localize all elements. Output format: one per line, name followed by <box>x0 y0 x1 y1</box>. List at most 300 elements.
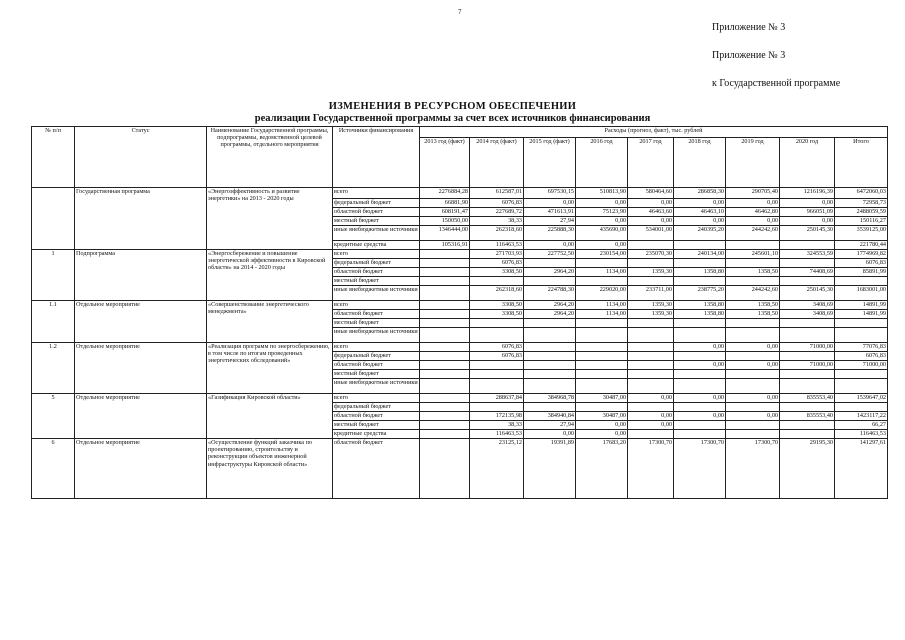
cell-total-value: 1774969,82 <box>835 250 888 259</box>
cell-year-value <box>674 259 726 268</box>
cell-year-value: 0,00 <box>726 343 780 352</box>
col-header-year: 2018 год <box>674 138 726 188</box>
col-header-name: Наименование Государственной программы, подпрограммы, ведомственной целевой программы, отдельного мероприятия <box>207 127 333 188</box>
cell-year-value: 240395,20 <box>674 226 726 241</box>
cell-year-value: 0,00 <box>780 217 835 226</box>
cell-year-value <box>420 343 470 352</box>
cell-year-value: 2964,20 <box>524 268 576 277</box>
col-header-year: 2015 год (факт) <box>524 138 576 188</box>
cell-year-value: 0,00 <box>524 430 576 439</box>
cell-year-value: 224788,30 <box>524 286 576 301</box>
cell-year-value <box>780 430 835 439</box>
cell-total-value: 71000,00 <box>835 361 888 370</box>
cell-year-value: 435690,00 <box>576 226 628 241</box>
cell-year-value: 0,00 <box>628 421 674 430</box>
cell-year-value <box>726 430 780 439</box>
cell-item-name: «Энергоэффективность и развитие энергетики» на 2013 - 2020 годы <box>207 188 333 250</box>
cell-year-value: 46462,80 <box>726 208 780 217</box>
cell-year-value <box>420 277 470 286</box>
cell-year-value <box>576 319 628 328</box>
cell-year-value: 0,00 <box>674 217 726 226</box>
cell-year-value <box>420 403 470 412</box>
cell-year-value: 233711,00 <box>628 286 674 301</box>
cell-year-value <box>726 319 780 328</box>
cell-year-value: 0,00 <box>674 412 726 421</box>
cell-item-name: «Осуществление функций заказчика по проектированию, строительству и реконструкции объектов инженерной инфраструктуры Кировской области» <box>207 439 333 499</box>
cell-item-name: «Энергосбережение и повышение энергетической эффективности в Кировской области» на 2014 - 2020 годы <box>207 250 333 301</box>
cell-year-value: 1358,80 <box>674 301 726 310</box>
cell-year-value: 116463,53 <box>470 430 524 439</box>
cell-year-value <box>628 379 674 394</box>
cell-year-value: 71000,00 <box>780 361 835 370</box>
cell-year-value <box>470 403 524 412</box>
cell-year-value: 0,00 <box>726 361 780 370</box>
cell-year-value <box>470 277 524 286</box>
cell-year-value: 262318,60 <box>470 286 524 301</box>
cell-year-value: 6076,83 <box>470 199 524 208</box>
cell-total-value: 14891,99 <box>835 301 888 310</box>
cell-year-value <box>470 379 524 394</box>
cell-year-value <box>628 277 674 286</box>
cell-year-value <box>780 421 835 430</box>
cell-year-value <box>628 241 674 250</box>
cell-funding-source: областной бюджет <box>333 268 420 277</box>
cell-year-value: 17300,70 <box>674 439 726 499</box>
cell-funding-source: федеральный бюджет <box>333 259 420 268</box>
cell-total-value: 1683001,00 <box>835 286 888 301</box>
col-header-total: Итого <box>835 138 888 188</box>
cell-funding-source: областной бюджет <box>333 439 420 499</box>
cell-item-name: «Совершенствование энергетического менеджмента» <box>207 301 333 343</box>
cell-year-value: 27,94 <box>524 217 576 226</box>
cell-year-value <box>726 259 780 268</box>
cell-year-value: 71000,00 <box>780 343 835 352</box>
cell-year-value: 3308,50 <box>470 268 524 277</box>
cell-year-value <box>524 379 576 394</box>
cell-total-value <box>835 379 888 394</box>
cell-total-value <box>835 403 888 412</box>
cell-year-value <box>726 277 780 286</box>
document-subtitle: реализации Государственной программы за счет всех источников финансирования <box>254 113 651 124</box>
cell-funding-source: областной бюджет <box>333 361 420 370</box>
cell-year-value: 0,00 <box>628 217 674 226</box>
cell-year-value: 0,00 <box>726 217 780 226</box>
cell-year-value: 290705,40 <box>726 188 780 199</box>
cell-year-value: 835553,40 <box>780 412 835 421</box>
cell-year-value <box>780 370 835 379</box>
cell-funding-source: всего <box>333 250 420 259</box>
cell-year-value: 3408,69 <box>780 310 835 319</box>
cell-year-value: 244242,60 <box>726 286 780 301</box>
cell-year-value: 29195,30 <box>780 439 835 499</box>
document-title: ИЗМЕНЕНИЯ В РЕСУРСНОМ ОБЕСПЕЧЕНИИ <box>328 101 577 112</box>
cell-funding-source: иные внебюджетные источники <box>333 328 420 343</box>
cell-year-value: 238775,20 <box>674 286 726 301</box>
cell-year-value <box>576 379 628 394</box>
cell-year-value: 1134,00 <box>576 301 628 310</box>
cell-year-value: 1134,00 <box>576 268 628 277</box>
cell-year-value <box>420 328 470 343</box>
cell-year-value: 30487,00 <box>576 394 628 403</box>
cell-total-value: 14891,99 <box>835 310 888 319</box>
cell-funding-source: областной бюджет <box>333 412 420 421</box>
cell-year-value: 0,00 <box>576 217 628 226</box>
cell-year-value: 288637,84 <box>470 394 524 403</box>
cell-total-value: 3539125,00 <box>835 226 888 241</box>
cell-year-value <box>674 277 726 286</box>
cell-total-value: 1539647,02 <box>835 394 888 403</box>
cell-year-value: 1359,30 <box>628 310 674 319</box>
col-header-year: 2013 год (факт) <box>420 138 470 188</box>
cell-year-value: 262318,60 <box>470 226 524 241</box>
cell-year-value <box>628 361 674 370</box>
cell-year-value <box>780 379 835 394</box>
cell-year-value <box>524 361 576 370</box>
cell-year-value <box>726 379 780 394</box>
cell-year-value: 229020,00 <box>576 286 628 301</box>
cell-year-value: 17683,20 <box>576 439 628 499</box>
cell-year-value <box>628 352 674 361</box>
cell-year-value: 0,00 <box>524 199 576 208</box>
cell-total-value: 141297,61 <box>835 439 888 499</box>
cell-year-value: 1346444,00 <box>420 226 470 241</box>
cell-year-value: 608191,47 <box>420 208 470 217</box>
cell-year-value: 230154,00 <box>576 250 628 259</box>
cell-year-value: 150050,00 <box>420 217 470 226</box>
cell-year-value <box>726 241 780 250</box>
cell-status: Отдельное мероприятие <box>75 394 207 439</box>
table-body <box>32 188 888 499</box>
cell-year-value: 534001,00 <box>628 226 674 241</box>
appendix-label: Приложение № 3 <box>712 22 786 33</box>
cell-total-value: 1423117,22 <box>835 412 888 421</box>
cell-funding-source: всего <box>333 394 420 403</box>
cell-year-value: 471613,91 <box>524 208 576 217</box>
cell-year-value: 697530,15 <box>524 188 576 199</box>
cell-funding-source: федеральный бюджет <box>333 352 420 361</box>
cell-year-value <box>628 403 674 412</box>
cell-year-value <box>674 379 726 394</box>
cell-year-value: 2276884,28 <box>420 188 470 199</box>
col-header-year: 2014 год (факт) <box>470 138 524 188</box>
cell-year-value: 580464,60 <box>628 188 674 199</box>
cell-funding-source: местный бюджет <box>333 277 420 286</box>
cell-year-value: 27,94 <box>524 421 576 430</box>
cell-year-value: 38,33 <box>470 421 524 430</box>
cell-year-value <box>470 328 524 343</box>
cell-year-value: 1358,50 <box>726 301 780 310</box>
cell-year-value <box>420 412 470 421</box>
cell-year-value: 1358,80 <box>674 268 726 277</box>
cell-year-value: 6076,83 <box>470 352 524 361</box>
cell-year-value: 46463,60 <box>628 208 674 217</box>
cell-funding-source: местный бюджет <box>333 370 420 379</box>
cell-item-number: 1.1 <box>32 301 75 343</box>
cell-total-value <box>835 328 888 343</box>
cell-year-value: 245601,10 <box>726 250 780 259</box>
cell-funding-source: местный бюджет <box>333 319 420 328</box>
cell-total-value: 6472060,03 <box>835 188 888 199</box>
cell-year-value <box>524 277 576 286</box>
cell-year-value <box>420 361 470 370</box>
cell-total-value: 6076,83 <box>835 259 888 268</box>
cell-year-value: 235070,30 <box>628 250 674 259</box>
cell-year-value <box>674 370 726 379</box>
cell-year-value: 30487,00 <box>576 412 628 421</box>
cell-year-value: 966051,09 <box>780 208 835 217</box>
cell-total-value <box>835 370 888 379</box>
cell-year-value <box>576 328 628 343</box>
cell-year-value <box>420 319 470 328</box>
cell-year-value <box>726 370 780 379</box>
cell-year-value <box>420 370 470 379</box>
cell-year-value <box>420 286 470 301</box>
cell-year-value: 384968,78 <box>524 394 576 403</box>
cell-funding-source: всего <box>333 343 420 352</box>
cell-year-value <box>780 277 835 286</box>
cell-funding-source: всего <box>333 301 420 310</box>
table-row <box>32 343 888 352</box>
cell-funding-source: местный бюджет <box>333 421 420 430</box>
appendix-label-repeat: Приложение № 3 <box>712 50 786 61</box>
col-header-status: Статус <box>75 127 207 188</box>
cell-item-number: 1.2 <box>32 343 75 394</box>
cell-year-value: 1359,30 <box>628 301 674 310</box>
cell-year-value: 23125,12 <box>470 439 524 499</box>
cell-year-value: 227689,72 <box>470 208 524 217</box>
cell-year-value <box>576 361 628 370</box>
cell-year-value <box>470 361 524 370</box>
cell-year-value: 0,00 <box>674 394 726 403</box>
cell-year-value: 1134,00 <box>576 310 628 319</box>
cell-year-value: 0,00 <box>576 430 628 439</box>
cell-year-value: 19391,89 <box>524 439 576 499</box>
page-number: 7 <box>458 8 462 16</box>
cell-year-value: 6076,83 <box>470 343 524 352</box>
cell-year-value: 105316,91 <box>420 241 470 250</box>
cell-funding-source: областной бюджет <box>333 310 420 319</box>
cell-year-value <box>726 328 780 343</box>
cell-item-number: 5 <box>32 394 75 439</box>
cell-year-value <box>524 352 576 361</box>
cell-total-value <box>835 319 888 328</box>
cell-year-value <box>420 268 470 277</box>
cell-item-name: «Реализация программ по энергосбережению, в том числе по итогам проведенных энергетических обследований» <box>207 343 333 394</box>
cell-year-value: 244242,60 <box>726 226 780 241</box>
cell-year-value <box>780 352 835 361</box>
cell-year-value: 38,33 <box>470 217 524 226</box>
cell-year-value: 0,00 <box>674 343 726 352</box>
cell-year-value: 384940,84 <box>524 412 576 421</box>
cell-total-value: 6076,83 <box>835 352 888 361</box>
cell-year-value <box>524 328 576 343</box>
cell-year-value <box>628 328 674 343</box>
cell-year-value <box>628 319 674 328</box>
cell-year-value <box>470 319 524 328</box>
appendix-reference: к Государственной программе <box>712 78 841 89</box>
cell-year-value <box>524 403 576 412</box>
cell-year-value <box>780 328 835 343</box>
cell-funding-source: кредитные средства <box>333 241 420 250</box>
cell-year-value: 6076,83 <box>470 259 524 268</box>
cell-total-value: 116463,53 <box>835 430 888 439</box>
table-row <box>32 301 888 310</box>
cell-year-value <box>674 430 726 439</box>
cell-year-value: 0,00 <box>674 361 726 370</box>
cell-year-value <box>628 343 674 352</box>
cell-year-value: 66881,90 <box>420 199 470 208</box>
cell-year-value: 1358,50 <box>726 268 780 277</box>
cell-year-value: 250145,30 <box>780 226 835 241</box>
col-header-source: Источники финансирования <box>333 127 420 188</box>
cell-year-value <box>674 352 726 361</box>
col-header-year: 2016 год <box>576 138 628 188</box>
cell-item-number: 1 <box>32 250 75 301</box>
cell-year-value <box>674 403 726 412</box>
cell-year-value: 116463,53 <box>470 241 524 250</box>
cell-year-value <box>576 259 628 268</box>
cell-year-value: 612587,01 <box>470 188 524 199</box>
table-row <box>32 250 888 259</box>
cell-year-value <box>576 343 628 352</box>
cell-year-value <box>524 319 576 328</box>
cell-year-value: 74408,69 <box>780 268 835 277</box>
cell-year-value: 0,00 <box>726 412 780 421</box>
cell-year-value: 2964,20 <box>524 301 576 310</box>
cell-year-value: 0,00 <box>628 199 674 208</box>
cell-year-value <box>420 250 470 259</box>
cell-status: Государственная программа <box>75 188 207 250</box>
cell-year-value <box>628 370 674 379</box>
cell-item-number <box>32 188 75 250</box>
cell-year-value: 250145,30 <box>780 286 835 301</box>
cell-year-value <box>726 352 780 361</box>
cell-total-value: 150116,27 <box>835 217 888 226</box>
cell-year-value <box>524 370 576 379</box>
cell-year-value: 3308,50 <box>470 301 524 310</box>
table-row <box>32 394 888 403</box>
cell-year-value <box>420 430 470 439</box>
cell-total-value: 72958,73 <box>835 199 888 208</box>
cell-status: Отдельное мероприятие <box>75 343 207 394</box>
cell-year-value: 0,00 <box>726 394 780 403</box>
col-header-expenses: Расходы (прогноз, факт), тыс. рублей <box>420 127 888 138</box>
cell-year-value <box>780 403 835 412</box>
cell-funding-source: кредитные средства <box>333 430 420 439</box>
cell-year-value <box>576 370 628 379</box>
cell-year-value <box>628 430 674 439</box>
cell-status: Отдельное мероприятие <box>75 301 207 343</box>
col-header-num: № п/п <box>32 127 75 188</box>
cell-year-value: 2964,20 <box>524 310 576 319</box>
cell-year-value <box>524 343 576 352</box>
cell-year-value <box>420 421 470 430</box>
cell-year-value <box>420 301 470 310</box>
cell-year-value: 0,00 <box>628 394 674 403</box>
cell-status: Подпрограмма <box>75 250 207 301</box>
cell-year-value <box>674 241 726 250</box>
cell-year-value: 286858,30 <box>674 188 726 199</box>
cell-year-value <box>674 421 726 430</box>
cell-year-value: 1216196,39 <box>780 188 835 199</box>
cell-funding-source: иные внебюджетные источники <box>333 379 420 394</box>
cell-year-value: 835553,40 <box>780 394 835 403</box>
cell-year-value: 0,00 <box>576 421 628 430</box>
cell-year-value <box>420 439 470 499</box>
cell-year-value <box>628 259 674 268</box>
cell-funding-source: федеральный бюджет <box>333 403 420 412</box>
cell-year-value <box>524 259 576 268</box>
cell-total-value: 77076,83 <box>835 343 888 352</box>
cell-item-name: «Газификация Кировской области» <box>207 394 333 439</box>
cell-year-value: 75123,90 <box>576 208 628 217</box>
cell-year-value <box>420 352 470 361</box>
cell-item-number: 6 <box>32 439 75 499</box>
cell-total-value: 2488059,59 <box>835 208 888 217</box>
cell-total-value: 85891,99 <box>835 268 888 277</box>
col-header-year: 2017 год <box>628 138 674 188</box>
cell-total-value: 221780,44 <box>835 241 888 250</box>
cell-funding-source: областной бюджет <box>333 208 420 217</box>
cell-total-value <box>835 277 888 286</box>
cell-funding-source: местный бюджет <box>333 217 420 226</box>
cell-year-value <box>470 370 524 379</box>
cell-year-value <box>576 277 628 286</box>
cell-year-value: 0,00 <box>780 199 835 208</box>
cell-year-value: 1358,50 <box>726 310 780 319</box>
cell-year-value: 0,00 <box>674 199 726 208</box>
resource-table <box>31 126 888 499</box>
cell-year-value: 1359,30 <box>628 268 674 277</box>
cell-year-value: 0,00 <box>576 199 628 208</box>
cell-year-value <box>780 319 835 328</box>
cell-year-value: 510813,90 <box>576 188 628 199</box>
cell-year-value: 3408,69 <box>780 301 835 310</box>
cell-year-value: 3308,50 <box>470 310 524 319</box>
cell-year-value: 227752,50 <box>524 250 576 259</box>
cell-funding-source: иные внебюджетные источники <box>333 226 420 241</box>
cell-year-value <box>420 259 470 268</box>
cell-year-value <box>420 394 470 403</box>
cell-funding-source: федеральный бюджет <box>333 199 420 208</box>
cell-year-value: 1358,80 <box>674 310 726 319</box>
cell-year-value <box>674 319 726 328</box>
cell-year-value <box>420 310 470 319</box>
cell-year-value: 172135,98 <box>470 412 524 421</box>
cell-year-value: 17300,70 <box>628 439 674 499</box>
cell-year-value: 0,00 <box>576 241 628 250</box>
table-row <box>32 188 888 199</box>
cell-status: Отдельное мероприятие <box>75 439 207 499</box>
cell-year-value: 0,00 <box>628 412 674 421</box>
cell-year-value <box>576 403 628 412</box>
cell-total-value: 66,27 <box>835 421 888 430</box>
cell-year-value <box>674 328 726 343</box>
cell-year-value: 0,00 <box>726 199 780 208</box>
cell-year-value: 17300,70 <box>726 439 780 499</box>
cell-year-value: 225888,30 <box>524 226 576 241</box>
cell-year-value: 271703,93 <box>470 250 524 259</box>
cell-year-value: 240134,00 <box>674 250 726 259</box>
cell-year-value: 46463,10 <box>674 208 726 217</box>
col-header-year: 2020 год <box>780 138 835 188</box>
col-header-year: 2019 год <box>726 138 780 188</box>
cell-year-value: 0,00 <box>524 241 576 250</box>
cell-year-value <box>780 241 835 250</box>
cell-funding-source: всего <box>333 188 420 199</box>
cell-year-value: 324553,59 <box>780 250 835 259</box>
cell-year-value <box>780 259 835 268</box>
